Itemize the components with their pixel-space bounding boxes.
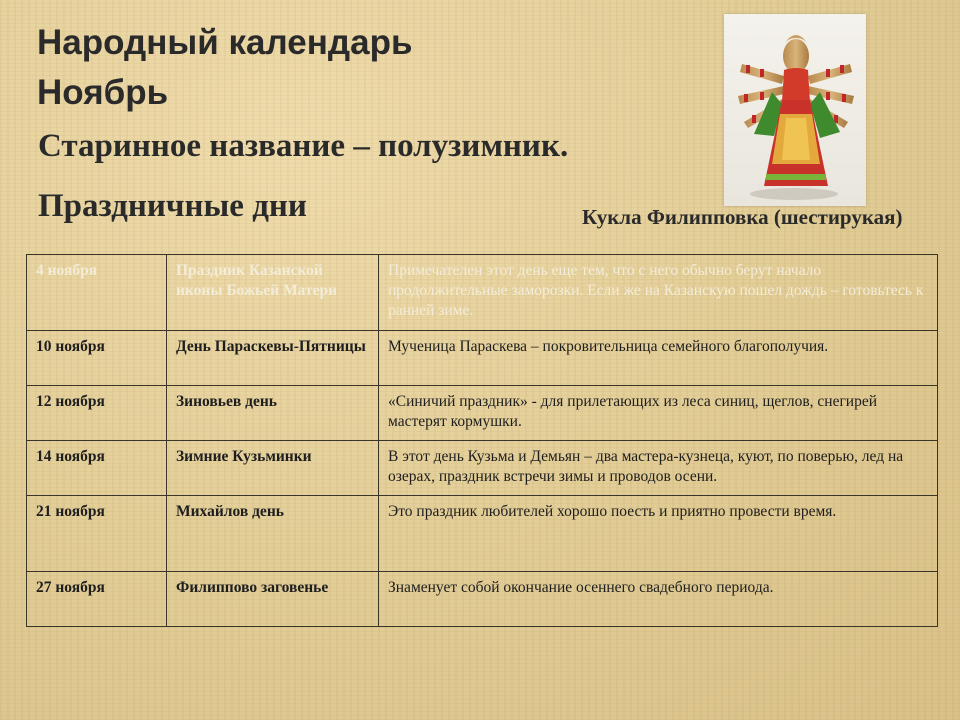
description-cell: Примечателен этот день еще тем, что с него обычно берут начало продолжительные заморозки. Если же на Казанскую пошел дождь – готовьтесь к ранней зиме. <box>379 255 938 331</box>
subtitle: Старинное название – полузимник. <box>38 128 569 164</box>
title-line-2: Ноябрь <box>37 73 169 112</box>
description-cell: Мученица Параскева – покровительница семейного благополучия. <box>379 331 938 386</box>
table-row <box>27 496 938 572</box>
holiday-name-cell: День Параскевы-Пятницы <box>167 331 379 386</box>
date-cell: 21 ноября <box>27 496 167 572</box>
description-cell: В этот день Кузьма и Демьян – два мастера-кузнеца, куют, по поверью, лед на озерах, праздник встречи зимы и проводов осени. <box>379 441 938 496</box>
holiday-name-cell: Праздник Казанской иконы Божьей Матери <box>167 255 379 331</box>
table-row <box>27 386 938 441</box>
holidays-table <box>26 254 938 627</box>
page-title <box>37 18 412 118</box>
table-row <box>27 331 938 386</box>
doll-image <box>724 14 866 206</box>
date-cell: 4 ноября <box>27 255 167 331</box>
description-cell: Знаменует собой окончание осеннего свадебного периода. <box>379 572 938 627</box>
date-cell: 27 ноября <box>27 572 167 627</box>
table-row <box>27 441 938 496</box>
date-cell: 12 ноября <box>27 386 167 441</box>
holiday-name-cell: Зиновьев день <box>167 386 379 441</box>
doll-caption: Кукла Филипповка (шестирукая) <box>582 205 903 229</box>
description-cell: Это праздник любителей хорошо поесть и приятно провести время. <box>379 496 938 572</box>
holiday-name-cell: Зимние Кузьминки <box>167 441 379 496</box>
date-cell: 14 ноября <box>27 441 167 496</box>
holiday-name-cell: Филиппово заговенье <box>167 572 379 627</box>
doll-photo <box>724 14 866 206</box>
description-cell: «Синичий праздник» - для прилетающих из леса синиц, щеглов, снегирей мастерят кормушки. <box>379 386 938 441</box>
holiday-name-cell: Михайлов день <box>167 496 379 572</box>
table-row <box>27 572 938 627</box>
section-heading: Праздничные дни <box>38 188 307 224</box>
table-row <box>27 255 938 331</box>
date-cell: 10 ноября <box>27 331 167 386</box>
title-line-1: Народный календарь <box>37 23 413 62</box>
